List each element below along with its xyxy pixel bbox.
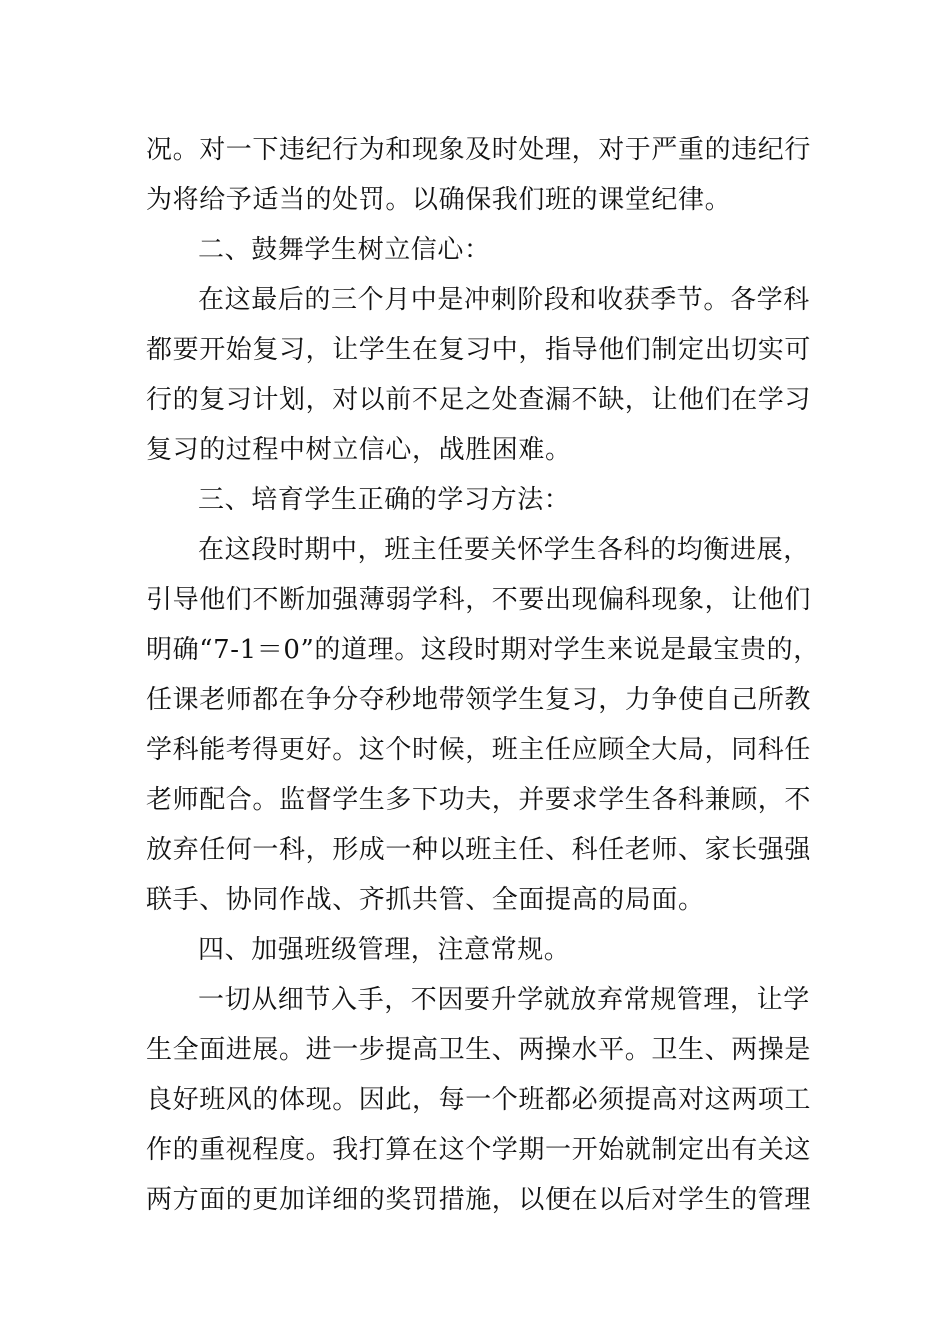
text-line: 良好班风的体现。因此，每一个班都必须提高对这两项工 bbox=[146, 1085, 812, 1115]
text-line: 况。对一下违纪行为和现象及时处理，对于严重的违纪行 bbox=[146, 135, 812, 165]
text-line: 都要开始复习，让学生在复习中，指导他们制定出切实可 bbox=[146, 335, 812, 365]
text-line: 两方面的更加详细的奖罚措施，以便在以后对学生的管理 bbox=[146, 1185, 812, 1215]
text-line: 复习的过程中树立信心，战胜困难。 bbox=[146, 435, 572, 465]
document-body bbox=[146, 125, 826, 1225]
section-heading: 二、鼓舞学生树立信心： bbox=[198, 235, 491, 265]
section-heading: 三、培育学生正确的学习方法： bbox=[198, 485, 571, 515]
text-line: 任课老师都在争分夺秒地带领学生复习，力争使自己所教 bbox=[146, 685, 812, 715]
text-line: 一切从细节入手，不因要升学就放弃常规管理，让学 bbox=[198, 985, 810, 1015]
text-line: 学科能考得更好。这个时候，班主任应顾全大局，同科任 bbox=[146, 735, 812, 765]
text-line: 为将给予适当的处罚。以确保我们班的课堂纪律。 bbox=[146, 185, 732, 215]
text-line: 在这最后的三个月中是冲刺阶段和收获季节。各学科 bbox=[198, 285, 810, 315]
text-line: 行的复习计划，对以前不足之处查漏不缺，让他们在学习 bbox=[146, 385, 812, 415]
text-line: 作的重视程度。我打算在这个学期一开始就制定出有关这 bbox=[146, 1135, 812, 1165]
text-line: 联手、协同作战、齐抓共管、全面提高的局面。 bbox=[146, 885, 705, 915]
text-line: 引导他们不断加强薄弱学科，不要出现偏科现象，让他们 bbox=[146, 585, 812, 615]
text-line: 在这段时期中，班主任要关怀学生各科的均衡进展， bbox=[198, 535, 810, 565]
text-line: 放弃任何一科，形成一种以班主任、科任老师、家长强强 bbox=[146, 835, 812, 865]
text-line: 老师配合。监督学生多下功夫，并要求学生各科兼顾，不 bbox=[146, 785, 812, 815]
section-heading: 四、加强班级管理，注意常规。 bbox=[198, 935, 571, 965]
text-line: 生全面进展。进一步提高卫生、两操水平。卫生、两操是 bbox=[146, 1035, 812, 1065]
text-line: 明确“7-1＝0”的道理。这段时期对学生来说是最宝贵的， bbox=[146, 635, 820, 665]
